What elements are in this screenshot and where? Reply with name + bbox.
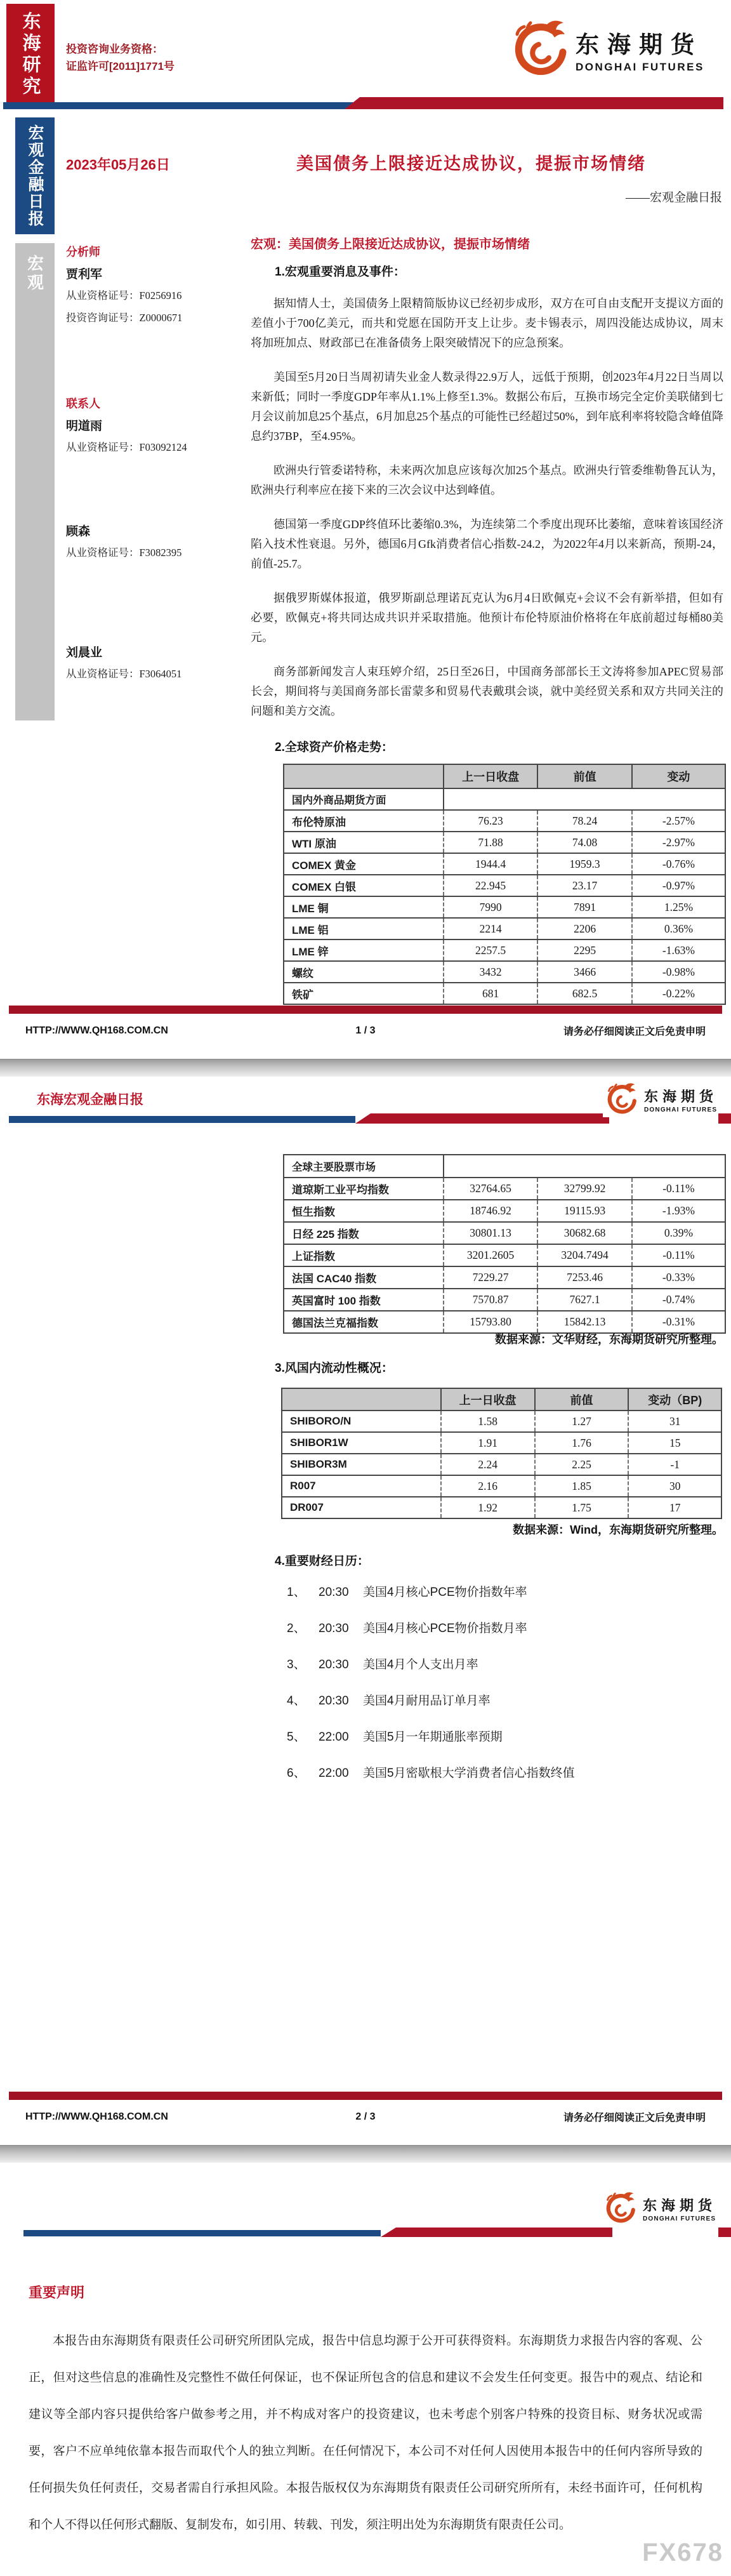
table-row (284, 1310, 725, 1332)
value-cell: -0.11% (631, 1178, 725, 1199)
calendar-item (287, 1619, 725, 1638)
data-source-note-1: 数据来源：文华财经，东海期货研究所整理。 (495, 1333, 723, 1346)
value-cell: 1.92 (440, 1497, 534, 1518)
header-bar-red (345, 97, 723, 109)
value-cell: -0.33% (631, 1267, 725, 1288)
section-2-heading: 2.全球资产价格走势： (275, 741, 393, 754)
footer-url: HTTP://WWW.QH168.COM.CN (25, 2111, 168, 2122)
header-bar-blue (23, 2230, 381, 2236)
value-cell: 0.39% (631, 1223, 725, 1244)
analyst-label: 分析师 (66, 246, 100, 258)
row-label-cell: SHIBOR3M (290, 1458, 347, 1470)
row-label-cell: LME 铜 (292, 902, 329, 915)
calendar-item-event: 美国5月密歇根大学消费者信心指数终值 (363, 1767, 575, 1780)
value-cell: 19115.93 (537, 1200, 631, 1221)
logo-en-text: DONGHAI FUTURES (644, 1106, 718, 1113)
table-row (284, 896, 725, 917)
header-cell: 前值 (534, 1389, 628, 1410)
row-label-cell: COMEX 白银 (292, 880, 357, 893)
value-cell: 1944.4 (443, 854, 537, 874)
header-bar-blue (3, 102, 355, 109)
contact-name-1: 明道雨 (66, 420, 103, 433)
calendar-item-time: 22:00 (319, 1767, 349, 1780)
category-empty-cell (537, 789, 631, 809)
value-cell: -0.11% (631, 1245, 725, 1266)
paragraph-1: 据知情人士，美国债务上限精简版协议已经初步成形，双方在可自由支配开支提议方面的差值小于700亿美元，而共和党愿在国防开支上让步。麦卡锡表示，周四没能达成协议，周末将加班加点、财政部已在准备债务上限突破情况下的应急预案。 (251, 297, 723, 349)
value-cell: 18746.92 (443, 1200, 537, 1221)
row-label-cell: 法国 CAC40 指数 (292, 1273, 377, 1285)
table-row (282, 1496, 721, 1518)
footer-bar (9, 1006, 722, 1014)
economic-calendar-list (287, 1583, 725, 1800)
header-cell (282, 1389, 440, 1410)
table-row (284, 960, 725, 982)
category-empty-cell (443, 1155, 537, 1177)
global-stock-market-table (283, 1154, 726, 1334)
header-cell: 变动 (631, 765, 725, 788)
table-row (284, 939, 725, 960)
value-cell: 15793.80 (443, 1311, 537, 1332)
logo-text (643, 2195, 716, 2222)
value-cell: 7627.1 (537, 1289, 631, 1310)
table-row (284, 1177, 725, 1199)
calendar-item-number: 4、 (287, 1694, 306, 1708)
analyst-cert-2: 投资咨询证号：Z0000671 (66, 312, 183, 324)
value-cell: 2257.5 (443, 940, 537, 960)
vertical-tab-gray-label: 宏观 (25, 255, 44, 293)
value-cell: 32764.65 (443, 1178, 537, 1199)
value-cell: 2.25 (534, 1454, 628, 1475)
row-label-cell: 螺纹 (292, 967, 313, 979)
value-cell: 1959.3 (537, 854, 631, 874)
table-row (284, 853, 725, 874)
disclaimer-text: 本报告由东海期货有限责任公司研究所团队完成，报告中信息均源于公开可获得资料。东海期货力求报告内容的客观、公正，但对这些信息的准确性及完整性不做任何保证，也不保证所包含的信息和建议不会发生任何变更。报告中的观点、结论和建议等全部内容只提供给客户做参考之用，并不构成对客户的投资建议，也未考虑个别客户特殊的投资目标、财务状况或需要，客户不应单纯依靠本报告而取代个人的独立判断。在任何情况下，本公司不对任何人因使用本报告中的任何内容所导致的任何损失负任何责任，交易者需自行承担风险。本报告版权仅为东海期货有限责任公司研究所所有，未经书面许可，任何机构和个人不得以任何形式翻版、复制发布，如引用、转载、刊发，须注明出处为东海期货有限责任公司。 (29, 2334, 702, 2532)
dragon-logo-icon (602, 2191, 637, 2226)
row-label-cell: 布伦特原油 (292, 816, 346, 828)
value-cell: 7990 (443, 897, 537, 917)
brand-box-donghai-research (6, 4, 55, 105)
header-bar-red (381, 2227, 612, 2237)
value-cell: 23.17 (537, 875, 631, 896)
calendar-item (287, 1583, 725, 1602)
value-cell: 17 (628, 1497, 720, 1518)
value-cell: -0.22% (631, 983, 725, 1004)
value-cell: -1.93% (631, 1200, 725, 1221)
section-heading-macro: 宏观：美国债务上限接近达成协议，提振市场情绪 (251, 237, 530, 251)
page-separator (0, 2145, 731, 2163)
row-label-cell: LME 锌 (292, 945, 329, 958)
table-row (282, 1431, 721, 1453)
paragraph-4: 德国第一季度GDP终值环比萎缩0.3%，为连续第二个季度出现环比萎缩，意味着该国经济陷入技术性衰退。另外，德国6月Gfk消费者信心指数-24.2，为2022年4月以来新高，预期-24，前值-25.7。 (251, 518, 723, 570)
report-subtitle: ——宏观金融日报 (625, 191, 722, 204)
table-row (282, 1410, 721, 1431)
table-category-row (284, 1155, 725, 1177)
value-cell: 2.16 (440, 1476, 534, 1496)
footer-disclaimer-note: 请务必仔细阅读正文后免责申明 (563, 2113, 706, 2123)
disclaimer-heading: 重要声明 (29, 2285, 85, 2300)
vertical-tab-blue-label: 宏观金融日报 (26, 124, 44, 227)
row-label-cell: COMEX 黄金 (292, 859, 357, 872)
logo-text (576, 25, 704, 74)
value-cell: 15 (628, 1433, 720, 1453)
value-cell: -0.98% (631, 962, 725, 982)
calendar-item-event: 美国4月核心PCE物价指数月率 (363, 1622, 527, 1635)
value-cell: -2.57% (631, 811, 725, 831)
main-content-column (251, 234, 723, 1005)
category-empty-cell (631, 1155, 725, 1177)
value-cell: 681 (443, 983, 537, 1004)
value-cell: 3204.7494 (537, 1245, 631, 1266)
header-cell: 上一日收盘 (443, 765, 537, 788)
row-label-cell: SHIBORO/N (290, 1415, 352, 1427)
footer-page-number: 2 / 3 (355, 2111, 376, 2122)
header-bar-red-stub (718, 1113, 731, 1124)
company-logo (506, 18, 704, 81)
contact-cert-1: 从业资格证号：F03092124 (66, 441, 187, 453)
table-row (284, 1199, 725, 1221)
value-cell: 74.08 (537, 832, 631, 853)
section-1-heading: 1.宏观重要消息及事件： (275, 265, 405, 279)
calendar-item (287, 1692, 725, 1711)
value-cell: 1.85 (534, 1476, 628, 1496)
table-row (284, 917, 725, 939)
row-label-cell: WTI 原油 (292, 837, 336, 850)
value-cell: 1.75 (534, 1497, 628, 1518)
value-cell: -0.76% (631, 854, 725, 874)
logo-cn-text: 东海期货 (576, 32, 702, 58)
value-cell: 0.36% (631, 919, 725, 939)
calendar-item-number: 2、 (287, 1622, 306, 1635)
value-cell: 1.76 (534, 1433, 628, 1453)
table-row (284, 809, 725, 831)
table-row (284, 982, 725, 1004)
header-cell (284, 765, 443, 788)
calendar-item-time: 22:00 (319, 1730, 349, 1744)
row-label-cell: R007 (290, 1480, 316, 1492)
value-cell: 2206 (537, 919, 631, 939)
value-cell: 1.58 (440, 1411, 534, 1431)
header-bar-red (355, 1113, 609, 1124)
contact-name-2: 顾森 (66, 525, 91, 538)
value-cell: 3466 (537, 962, 631, 982)
data-source-note-2: 数据来源：Wind，东海期货研究所整理。 (513, 1524, 723, 1536)
value-cell: -0.97% (631, 875, 725, 896)
page-2 (0, 1077, 731, 2145)
calendar-item-time: 20:30 (319, 1622, 349, 1635)
value-cell: 32799.92 (537, 1178, 631, 1199)
table-category-row (284, 788, 725, 809)
calendar-item-number: 6、 (287, 1767, 306, 1780)
calendar-item-time: 20:30 (319, 1694, 349, 1708)
vertical-tab-macro (15, 243, 55, 720)
page-footer (25, 2109, 706, 2124)
row-label-cell: 恒生指数 (292, 1206, 335, 1218)
calendar-item-event: 美国5月一年期通胀率预期 (363, 1730, 503, 1744)
dragon-logo-icon (506, 18, 570, 81)
value-cell: 71.88 (443, 832, 537, 853)
watermark-fx678: FX678 (642, 2539, 723, 2566)
vertical-tab-macro-finance-daily (15, 117, 55, 234)
calendar-item-event: 美国4月耐用品订单月率 (363, 1694, 491, 1708)
header-cell: 变动（BP) (628, 1389, 720, 1410)
value-cell: -0.31% (631, 1311, 725, 1332)
domestic-liquidity-table (281, 1388, 722, 1519)
paragraph-3: 欧洲央行管委诺特称，未来两次加息应该每次加25个基点。欧洲央行管委维勒鲁瓦认为，欧洲央行利率应在接下来的三次会议中达到峰值。 (251, 464, 723, 496)
value-cell: 7229.27 (443, 1267, 537, 1288)
paragraph-5: 据俄罗斯媒体报道，俄罗斯副总理诺瓦克认为6月4日欧佩克+会议不会有新举措，但如有必要，欧佩克+将共同达成共识并采取措施。他预计布伦特原油价格将在年底前超过每桶80美元。 (251, 592, 723, 644)
page-1 (0, 0, 731, 1059)
table-row (284, 831, 725, 853)
value-cell: 2295 (537, 940, 631, 960)
category-empty-cell (537, 1155, 631, 1177)
value-cell: 3201.2605 (443, 1245, 537, 1266)
row-label-cell: SHIBOR1W (290, 1437, 348, 1449)
contact-name-3: 刘晨业 (66, 646, 103, 660)
report-title: 美国债务上限接近达成协议，提振市场情绪 (296, 154, 646, 173)
footer-bar (9, 2092, 722, 2100)
page-footer (25, 1023, 706, 1038)
category-cell: 全球主要股票市场 (292, 1162, 376, 1173)
value-cell: 15842.13 (537, 1311, 631, 1332)
table-header-row (284, 765, 725, 788)
company-logo (603, 1082, 718, 1117)
qualification-block (66, 41, 175, 75)
value-cell: -1 (628, 1454, 720, 1475)
value-cell: -2.97% (631, 832, 725, 853)
table-row (282, 1453, 721, 1475)
header-bar-blue (9, 1116, 355, 1123)
calendar-item (287, 1764, 725, 1783)
logo-cn-text: 东海期货 (643, 2197, 717, 2214)
row-label-cell: 铁矿 (292, 988, 313, 1001)
paragraph-2: 美国至5月20日当周初请失业金人数录得22.9万人，远低于预期，创2023年4月22日当周以来新低；同时一季度GDP年率从1.1%上修至1.3%。数据公布后，互换市场完全定价美联储到七月会议前加息25个基点，6月加息25个基点的可能性已经超过50%，到年底利率将较隐含峰值降息约37BP，至4.95%。 (251, 371, 723, 442)
company-logo (602, 2191, 716, 2226)
value-cell: 78.24 (537, 811, 631, 831)
table-row (284, 1221, 725, 1244)
value-cell: 682.5 (537, 983, 631, 1004)
dragon-logo-icon (603, 1082, 638, 1117)
row-label-cell: 上证指数 (292, 1251, 335, 1263)
page-separator (0, 1059, 731, 1077)
header-cell: 上一日收盘 (440, 1389, 534, 1410)
analyst-name: 贾利军 (66, 268, 103, 281)
calendar-item-event: 美国4月核心PCE物价指数年率 (363, 1586, 527, 1599)
section-3-heading: 3.风国内流动性概况： (275, 1362, 393, 1375)
category-cell: 国内外商品期货方面 (292, 795, 386, 806)
contact-label: 联系人 (66, 397, 100, 410)
value-cell: 1.91 (440, 1433, 534, 1453)
value-cell: 3432 (443, 962, 537, 982)
header-cell: 前值 (537, 765, 631, 788)
value-cell: 7570.87 (443, 1289, 537, 1310)
value-cell: 1.25% (631, 897, 725, 917)
value-cell: 22.945 (443, 875, 537, 896)
calendar-item-number: 1、 (287, 1586, 306, 1599)
value-cell: 7891 (537, 897, 631, 917)
value-cell: -0.74% (631, 1289, 725, 1310)
table-row (284, 1288, 725, 1310)
page-3 (0, 2163, 731, 2576)
brand-box-label: 东海研究 (20, 11, 41, 98)
logo-en-text: DONGHAI FUTURES (576, 61, 704, 73)
value-cell: 7253.46 (537, 1267, 631, 1288)
row-label-cell: LME 铝 (292, 924, 329, 936)
table-row (284, 1244, 725, 1266)
footer-page-number: 1 / 3 (355, 1025, 376, 1036)
calendar-item (287, 1656, 725, 1675)
table-header-row (282, 1389, 721, 1410)
qualification-line-2: 证监许可[2011]1771号 (66, 60, 175, 72)
row-label-cell: 日经 225 指数 (292, 1228, 359, 1240)
qualification-line-1: 投资咨询业务资格： (66, 43, 163, 55)
logo-en-text: DONGHAI FUTURES (643, 2215, 716, 2222)
row-label-cell: 英国富时 100 指数 (292, 1295, 381, 1307)
section-4-heading: 4.重要财经日历： (275, 1555, 369, 1568)
report-date: 2023年05月26日 (66, 157, 170, 173)
page-2-header-title: 东海宏观金融日报 (37, 1092, 143, 1107)
value-cell: 30682.68 (537, 1223, 631, 1244)
header-bar-red-stub (718, 2227, 731, 2237)
footer-disclaimer-note: 请务必仔细阅读正文后免责申明 (563, 1026, 706, 1037)
global-asset-price-table (283, 764, 726, 1005)
logo-text (644, 1086, 718, 1113)
value-cell: 2214 (443, 919, 537, 939)
calendar-item-event: 美国4月个人支出月率 (363, 1658, 478, 1671)
value-cell: 1.27 (534, 1411, 628, 1431)
calendar-item-number: 3、 (287, 1658, 306, 1671)
logo-cn-text: 东海期货 (644, 1088, 718, 1105)
calendar-item (287, 1728, 725, 1747)
table-row (284, 1266, 725, 1288)
value-cell: 76.23 (443, 811, 537, 831)
table-row (284, 874, 725, 896)
calendar-item-number: 5、 (287, 1730, 306, 1744)
analyst-cert-1: 从业资格证号：F0256916 (66, 289, 182, 302)
value-cell: 31 (628, 1411, 720, 1431)
value-cell: 30801.13 (443, 1223, 537, 1244)
row-label-cell: 道琼斯工业平均指数 (292, 1184, 389, 1196)
contact-cert-2: 从业资格证号：F3082395 (66, 547, 182, 559)
row-label-cell: 德国法兰克福指数 (292, 1317, 378, 1329)
table-row (282, 1475, 721, 1496)
value-cell: 30 (628, 1476, 720, 1496)
category-empty-cell (443, 789, 537, 809)
value-cell: -1.63% (631, 940, 725, 960)
category-empty-cell (631, 789, 725, 809)
calendar-item-time: 20:30 (319, 1658, 349, 1671)
footer-url: HTTP://WWW.QH168.COM.CN (25, 1025, 168, 1036)
calendar-item-time: 20:30 (319, 1586, 349, 1599)
row-label-cell: DR007 (290, 1501, 324, 1513)
paragraph-6: 商务部新闻发言人束珏婷介绍，25日至26日，中国商务部部长王文涛将参加APEC贸易部长会，期间将与美国商务部长雷蒙多和贸易代表戴琪会谈，就中美经贸关系和双方共同关注的问题和美方交流。 (251, 665, 723, 717)
contact-cert-3: 从业资格证号：F3064051 (66, 668, 182, 680)
value-cell: 2.24 (440, 1454, 534, 1475)
